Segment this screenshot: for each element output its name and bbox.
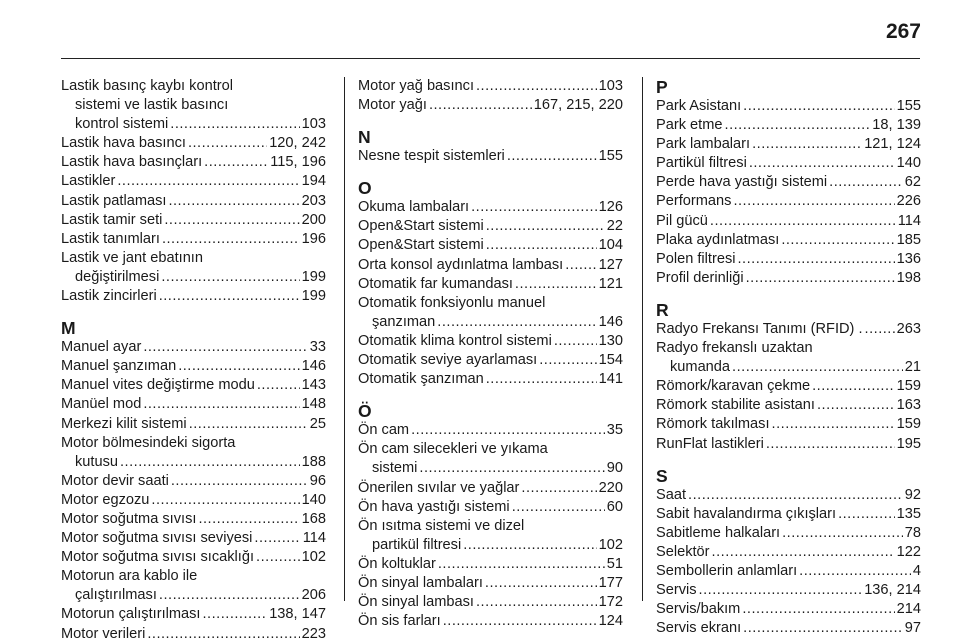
index-entry [656,250,921,269]
index-entry [656,154,921,173]
index-term: Sabitleme halkaları [656,524,781,541]
index-entry [358,517,623,555]
index-term: Römork stabilite asistanı [656,397,815,414]
page-reference[interactable]: 167, 215, 220 [533,97,623,114]
index-term: Otomatik klima kontrol sistemi [358,332,552,349]
dot-leader [712,543,895,562]
index-term: Ön sinyal lambaları [358,574,483,591]
page-reference[interactable]: 200 [301,211,326,228]
index-term: Otomatik şanzıman [358,371,484,388]
index-term: Lastik hava basıncı [61,135,186,152]
dot-leader [143,338,307,357]
index-term: Motor bölmesindeki sigorta [61,434,236,451]
dot-leader [772,415,895,434]
index-term: Plaka aydınlatması [656,231,780,248]
index-term: Radyo Frekansı Tanımı (RFID) . [656,320,863,337]
index-term: Ön hava yastığı sistemi [358,498,510,515]
column-divider [344,77,345,601]
index-term: sistemi ve lastik basıncı [75,97,229,114]
page-reference[interactable]: 148 [301,396,326,413]
index-letter-heading: R [656,299,669,320]
index-entry [61,491,326,510]
index-entry [656,192,921,211]
dot-leader [485,574,597,593]
dot-leader [782,524,903,543]
index-term: Otomatik fonksiyonlu manuel [358,294,546,311]
dot-leader [161,268,299,287]
index-column-1 [61,77,326,644]
page-reference[interactable]: 135 [896,505,921,522]
index-term: RunFlat lastikleri [656,435,764,452]
index-entry [656,97,921,116]
page-reference[interactable]: 188 [301,453,326,470]
index-term: Römork takılması [656,416,770,433]
index-entry [656,524,921,543]
page-reference[interactable]: 159 [896,416,921,433]
dot-leader [437,313,596,332]
index-term: Selektör [656,543,710,560]
index-term: Merkezi kilit sistemi [61,415,187,432]
page-reference[interactable]: 146 [301,358,326,375]
index-term: Manuel vites değiştirme modu [61,377,255,394]
index-term: Motor yağ basıncı [358,78,474,94]
dot-leader [164,211,299,230]
index-term: Polen filtresi [656,250,736,267]
index-term: Perde hava yastığı sistemi [656,174,828,191]
index-term: Ön cam [358,422,410,439]
index-entry [61,395,326,414]
index-entry [358,574,623,593]
dot-leader [733,192,894,211]
index-entry [61,376,326,395]
index-term: Sembollerin anlamları [656,562,798,579]
index-entry [61,605,326,624]
dot-leader [204,153,268,172]
dot-leader [812,377,895,396]
index-term: Lastikler [61,173,116,190]
index-letter-heading: O [358,178,372,199]
index-entry [656,269,921,288]
index-term: Saat [656,486,687,503]
index-entry [358,198,623,217]
dot-leader [117,172,299,191]
index-entry [656,173,921,192]
index-entry [61,510,326,529]
page-reference[interactable]: 97 [904,620,921,637]
dot-leader [699,581,863,600]
dot-leader [838,505,895,524]
index-term: Orta konsol aydınlatma lambası [358,256,564,273]
page-reference[interactable]: 35 [606,422,623,439]
index-term: Nesne tespit sistemleri [358,148,505,165]
page-reference[interactable]: 78 [904,524,921,541]
page-reference[interactable]: 122 [896,543,921,560]
page-reference[interactable]: 199 [301,288,326,305]
index-term: Motor soğutma sıvısı sıcaklığı [61,549,255,566]
index-entry [61,134,326,153]
page-reference[interactable]: 115, 196 [270,154,326,171]
index-entry [61,338,326,357]
dot-leader [817,396,895,415]
dot-leader [752,135,862,154]
index-letter-heading: S [656,465,668,486]
page-reference[interactable]: 172 [598,594,623,611]
page-reference[interactable]: 138, 147 [269,606,326,623]
index-entry [61,472,326,491]
index-term: Okuma lambaları [358,199,470,216]
index-term: partikül filtresi [372,536,462,553]
page-reference[interactable]: 92 [904,486,921,503]
page-reference[interactable]: 220 [598,479,623,496]
index-entry [358,498,623,517]
page-reference[interactable]: 104 [598,237,623,254]
index-entry [358,479,623,498]
page-reference[interactable]: 203 [301,192,326,209]
page-reference[interactable]: 177 [598,574,623,591]
dot-leader [168,192,299,211]
index-entry [61,249,326,287]
dot-leader [743,97,894,116]
index-column-3 [656,77,921,638]
dot-leader [188,134,267,153]
index-term: Motor egzozu [61,491,150,508]
index-entry [61,548,326,567]
index-term: Open&Start sistemi [358,218,484,235]
page-reference[interactable]: 214 [896,601,921,618]
index-entry [656,231,921,250]
page-reference[interactable]: 21 [904,359,921,376]
index-term: Otomatik seviye ayarlaması [358,352,538,369]
index-term: Profil derinliği [656,269,744,286]
page-reference[interactable]: 4 [912,562,921,579]
page-reference[interactable]: 121 [598,275,623,292]
dot-leader [438,555,605,574]
index-term: Römork/karavan çekme [656,378,811,395]
dot-leader [486,217,605,236]
page-reference[interactable]: 60 [606,498,623,515]
dot-leader [147,625,299,644]
index-entry [656,486,921,505]
dot-leader [565,256,596,275]
index-term: Manuel ayar [61,339,142,356]
page-reference[interactable]: 51 [606,555,623,572]
dot-leader [743,619,903,638]
dot-leader [120,453,300,472]
page-reference[interactable]: 155 [598,148,623,165]
index-entry [358,96,623,115]
index-term: Lastik hava basınçları [61,154,203,171]
dot-leader [170,115,299,134]
index-entry [656,415,921,434]
page-reference[interactable]: 18, 139 [872,117,921,134]
index-entry [61,415,326,434]
page-reference[interactable]: 121, 124 [864,136,921,153]
index-entry [656,543,921,562]
index-entry [656,581,921,600]
index-entry [656,320,921,339]
index-letter-heading: Ö [358,401,372,422]
index-entry [358,256,623,275]
dot-leader [203,605,268,624]
page-reference[interactable]: 126 [598,199,623,216]
page-reference[interactable]: 168 [301,510,326,527]
index-term: Motor devir saati [61,472,169,489]
index-entry [61,211,326,230]
dot-leader [749,154,895,173]
index-term: Lastik zincirleri [61,288,157,305]
page-reference[interactable]: 127 [598,256,623,273]
dot-leader [710,212,896,231]
index-term: Manüel mod [61,396,142,413]
dot-leader [178,357,299,376]
page-number: 267 [885,20,921,43]
dot-leader [254,529,300,548]
index-entry [358,147,623,166]
index-term: Otomatik far kumandası [358,275,513,292]
page-reference[interactable]: 90 [606,460,623,477]
page-reference[interactable]: 194 [301,173,326,190]
dot-leader [799,562,911,581]
index-entry [61,625,326,644]
index-entry [358,440,623,478]
dot-leader [257,376,300,395]
dot-leader [471,198,597,217]
index-term: şanzıman [372,313,436,330]
dot-leader [429,96,532,115]
dot-leader [732,358,903,377]
index-term: Motor soğutma sıvısı [61,510,197,527]
index-entry [358,294,623,332]
index-term: kutusu [75,453,118,470]
index-letter-heading: P [656,77,668,97]
page-reference[interactable]: 155 [896,98,921,114]
dot-leader [486,236,597,255]
dot-leader [766,435,895,454]
page-reference[interactable]: 154 [598,352,623,369]
page-reference[interactable]: 141 [598,371,623,388]
page-reference[interactable]: 25 [309,415,326,432]
index-term: Motor yağı [358,97,427,114]
index-entry [656,600,921,619]
index-entry [656,212,921,231]
index-entry [656,135,921,154]
index-entry [61,153,326,172]
index-term: Ön sinyal lambası [358,594,474,611]
index-letter-heading: M [61,318,76,339]
dot-leader [463,536,596,555]
page-reference[interactable]: 226 [896,193,921,210]
dot-leader [865,320,895,339]
dot-leader [189,415,308,434]
dot-leader [476,593,597,612]
index-entry [656,377,921,396]
dot-leader [738,250,895,269]
index-term: Motor verileri [61,625,146,642]
page-reference[interactable]: 102 [598,536,623,553]
page-reference[interactable]: 114 [302,530,326,547]
page-reference[interactable]: 163 [896,397,921,414]
dot-leader [151,491,299,510]
index-column-2 [358,77,623,631]
page-reference[interactable]: 103 [301,116,326,133]
index-entry [656,562,921,581]
index-entry [656,435,921,454]
dot-leader [256,548,300,567]
dot-leader [781,231,894,250]
index-entry [358,612,623,631]
index-term: Sabit havalandırma çıkışları [656,505,837,522]
dot-leader [512,498,605,517]
index-term: Servis ekranı [656,620,742,637]
dot-leader [746,269,895,288]
dot-leader [476,77,597,96]
page-reference[interactable]: 146 [598,313,623,330]
index-entry [61,77,326,134]
index-entry [358,351,623,370]
index-term: Open&Start sistemi [358,237,484,254]
page-reference[interactable]: 102 [301,549,326,566]
index-term: kontrol sistemi [75,116,169,133]
dot-leader [515,275,597,294]
index-term: Servis [656,582,697,599]
index-entry [358,421,623,440]
index-entry [656,116,921,135]
dot-leader [143,395,299,414]
index-entry [61,287,326,306]
page-reference[interactable]: 103 [598,78,623,94]
index-term: Partikül filtresi [656,155,747,172]
index-term: Ön koltuklar [358,555,436,572]
index-term: Ön cam silecekleri ve yıkama [358,441,548,458]
index-term: Manuel şanzıman [61,358,177,375]
dot-leader [443,612,597,631]
page-reference[interactable]: 124 [598,613,623,630]
index-entry [61,434,326,472]
index-entry [656,619,921,638]
page-reference[interactable]: 33 [309,339,326,356]
index-entry [358,593,623,612]
index-term: Park Asistanı [656,98,742,114]
index-term: Lastik basınç kaybı kontrol [61,78,233,94]
dot-leader [419,459,604,478]
page-reference[interactable]: 136 [896,250,921,267]
page-reference[interactable]: 159 [896,378,921,395]
dot-leader [554,332,597,351]
index-entry [358,77,623,96]
index-term: Radyo frekanslı uzaktan [656,340,813,357]
index-entry [61,357,326,376]
index-term: çalıştırılması [75,587,157,604]
index-term: Lastik ve jant ebatının [61,249,203,266]
index-entry [358,275,623,294]
page-reference[interactable]: 120, 242 [269,135,326,152]
column-divider [642,77,643,601]
dot-leader [159,586,300,605]
index-term: Park lambaları [656,136,751,153]
index-term: Performans [656,193,732,210]
index-term: Lastik patlaması [61,192,167,209]
index-term: Önerilen sıvılar ve yağlar [358,479,520,496]
page-reference[interactable]: 114 [897,212,921,229]
index-term: Motor soğutma sıvısı seviyesi [61,530,253,547]
index-entry [358,217,623,236]
index-entry [61,172,326,191]
index-entry [358,332,623,351]
dot-leader [742,600,894,619]
dot-leader [159,287,300,306]
index-term: Ön ısıtma sistemi ve dizel [358,517,525,534]
header-rule [61,58,920,59]
dot-leader [171,472,308,491]
index-entry [656,396,921,415]
dot-leader [486,370,597,389]
page-reference[interactable]: 195 [896,435,921,452]
index-term: Motorun çalıştırılması [61,606,201,623]
index-term: değiştirilmesi [75,268,160,285]
page-reference[interactable]: 96 [309,472,326,489]
index-entry [358,370,623,389]
page-reference[interactable]: 130 [598,332,623,349]
page-reference[interactable]: 196 [301,230,326,247]
dot-leader [162,230,300,249]
page-reference[interactable]: 198 [896,269,921,286]
index-entry [61,567,326,605]
index-entry [656,339,921,377]
dot-leader [829,173,903,192]
index-term: Motorun ara kablo ile [61,568,198,585]
dot-leader [539,351,596,370]
index-entry [61,192,326,211]
index-term: Pil gücü [656,212,708,229]
page-reference[interactable]: 223 [301,625,326,642]
index-entry [61,230,326,249]
page-reference[interactable]: 185 [896,231,921,248]
dot-leader [507,147,597,166]
index-term: Park etme [656,117,723,134]
page-reference[interactable]: 143 [301,377,326,394]
index-entry [358,555,623,574]
dot-leader [521,479,596,498]
dot-leader [411,421,605,440]
index-entry [656,505,921,524]
dot-leader [198,510,299,529]
index-entry [61,529,326,548]
page-reference[interactable]: 206 [301,587,326,604]
page-reference[interactable]: 136, 214 [864,582,921,599]
index-letter-heading: N [358,127,371,148]
page-reference[interactable]: 22 [606,218,623,235]
page-reference[interactable]: 62 [904,174,921,191]
dot-leader [688,486,903,505]
index-term: Lastik tamir seti [61,211,163,228]
index-term: kumanda [670,359,731,376]
page-reference[interactable]: 140 [896,155,921,172]
page-reference[interactable]: 140 [301,491,326,508]
index-term: Ön sis farları [358,613,441,630]
index-term: sistemi [372,460,418,477]
index-term: Servis/bakım [656,601,741,618]
index-entry [358,236,623,255]
page-reference[interactable]: 199 [301,268,326,285]
index-term: Lastik tanımları [61,230,160,247]
page-reference[interactable]: 263 [896,320,921,337]
dot-leader [725,116,871,135]
